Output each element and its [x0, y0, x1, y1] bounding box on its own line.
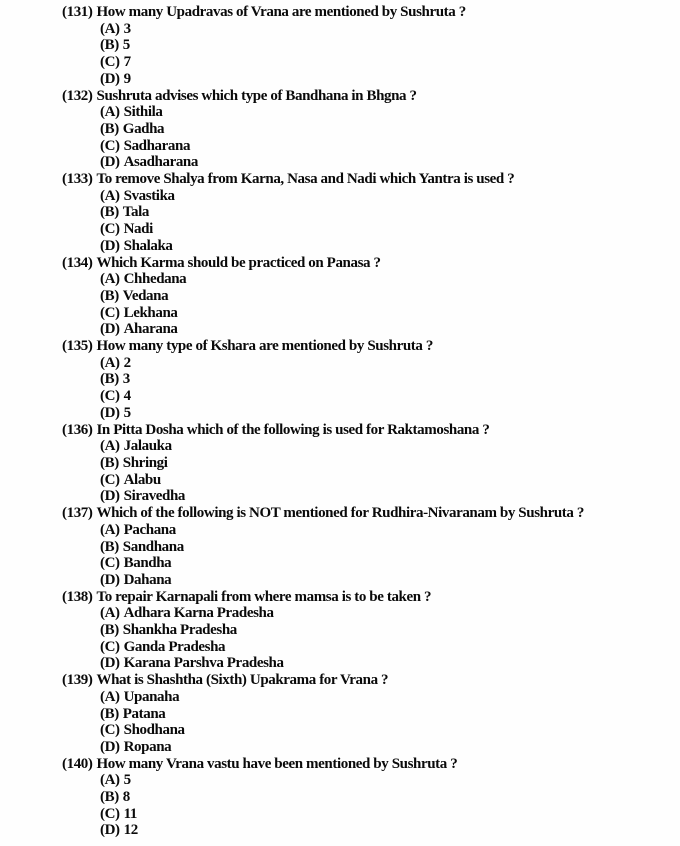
option-label: (B) — [100, 37, 119, 54]
option-label: (B) — [100, 622, 119, 639]
option-text: 5 — [122, 37, 130, 54]
option-item — [0, 739, 680, 756]
option-text: 2 — [123, 354, 131, 371]
option-label: (B) — [100, 287, 119, 304]
option-item — [0, 355, 680, 372]
question-number: (138) — [62, 588, 93, 605]
question-number: (135) — [62, 338, 93, 355]
option-text: Dahana — [123, 571, 172, 588]
option-list — [0, 188, 680, 255]
option-list — [0, 21, 680, 88]
option-text: Shalaka — [123, 237, 173, 254]
option-item — [0, 572, 680, 589]
option-label: (A) — [100, 271, 120, 288]
option-label: (D) — [100, 404, 120, 421]
option-label: (B) — [100, 204, 119, 221]
option-text: Shodhana — [123, 722, 185, 739]
option-label: (B) — [100, 705, 119, 722]
option-item — [0, 622, 680, 639]
option-text: 4 — [123, 388, 131, 405]
option-label: (B) — [100, 120, 119, 137]
option-label: (D) — [100, 488, 120, 505]
question-item — [0, 505, 680, 589]
option-text: Tala — [122, 204, 149, 221]
option-list — [0, 271, 680, 338]
question-item — [0, 756, 680, 840]
question-text: Which of the following is NOT mentioned for Rudhira-Nivaranam by Sushruta ? — [96, 505, 584, 522]
option-label: (C) — [100, 54, 120, 71]
option-label: (D) — [100, 655, 120, 672]
option-label: (D) — [100, 822, 120, 839]
option-label: (B) — [100, 454, 119, 471]
question-number: (139) — [62, 672, 93, 689]
option-item — [0, 689, 680, 706]
question-number: (137) — [62, 505, 93, 522]
option-text: 3 — [122, 371, 130, 388]
option-text: Shankha Pradesha — [122, 622, 237, 639]
option-label: (B) — [100, 789, 119, 806]
question-item — [0, 255, 680, 339]
option-label: (A) — [100, 104, 120, 121]
option-text: Nadi — [123, 221, 153, 238]
question-text: Sushruta advises which type of Bandhana in Bhgna ? — [96, 87, 417, 104]
option-text: Patana — [122, 705, 166, 722]
question-item — [0, 589, 680, 673]
option-text: Ganda Pradesha — [123, 638, 226, 655]
option-text: Svastika — [123, 187, 175, 204]
option-item — [0, 706, 680, 723]
option-item — [0, 104, 680, 121]
option-label: (D) — [100, 571, 120, 588]
option-list — [0, 355, 680, 422]
option-label: (C) — [100, 638, 120, 655]
option-label: (B) — [100, 371, 119, 388]
option-label: (C) — [100, 471, 120, 488]
option-item — [0, 321, 680, 338]
option-item — [0, 371, 680, 388]
option-text: Ropana — [123, 738, 172, 755]
option-label: (A) — [100, 438, 120, 455]
option-item — [0, 555, 680, 572]
question-list — [0, 4, 680, 839]
option-label: (D) — [100, 154, 120, 171]
option-item — [0, 71, 680, 88]
option-label: (A) — [100, 20, 120, 37]
option-text: 5 — [123, 772, 131, 789]
option-list — [0, 522, 680, 589]
question-text: To repair Karnapali from where mamsa is to be taken ? — [96, 588, 432, 605]
option-item — [0, 138, 680, 155]
option-text: 9 — [123, 70, 131, 87]
question-line — [0, 589, 680, 606]
option-label: (A) — [100, 688, 120, 705]
option-text: Pachana — [123, 521, 176, 538]
option-text: Karana Parshva Pradesha — [123, 655, 284, 672]
option-item — [0, 204, 680, 221]
question-line — [0, 88, 680, 105]
option-list — [0, 605, 680, 672]
question-line — [0, 171, 680, 188]
option-text: Vedana — [122, 287, 169, 304]
option-item — [0, 271, 680, 288]
option-text: Adhara Karna Pradesha — [123, 605, 274, 622]
option-label: (C) — [100, 805, 120, 822]
question-line — [0, 255, 680, 272]
option-text: Jalauka — [123, 438, 172, 455]
option-text: Lekhana — [123, 304, 178, 321]
question-line — [0, 756, 680, 773]
option-text: Bandha — [123, 555, 172, 572]
option-label: (C) — [100, 722, 120, 739]
option-text: Upanaha — [123, 688, 180, 705]
option-item — [0, 288, 680, 305]
option-text: Siravedha — [123, 488, 186, 505]
question-number: (131) — [62, 4, 93, 20]
option-item — [0, 405, 680, 422]
question-text: To remove Shalya from Karna, Nasa and Nadi which Yantra is used ? — [96, 171, 515, 188]
question-text: How many Upadravas of Vrana are mentioned by Sushruta ? — [96, 4, 466, 20]
option-item — [0, 655, 680, 672]
option-label: (A) — [100, 354, 120, 371]
option-item — [0, 789, 680, 806]
question-line — [0, 4, 680, 21]
option-label: (B) — [100, 538, 119, 555]
question-number: (136) — [62, 421, 93, 438]
option-text: 5 — [123, 404, 131, 421]
option-item — [0, 238, 680, 255]
option-list — [0, 772, 680, 839]
option-item — [0, 37, 680, 54]
option-text: Shringi — [122, 454, 168, 471]
option-item — [0, 221, 680, 238]
question-line — [0, 422, 680, 439]
question-number: (140) — [62, 755, 93, 772]
option-text: 7 — [123, 54, 131, 71]
option-item — [0, 722, 680, 739]
option-text: Chhedana — [123, 271, 187, 288]
option-label: (A) — [100, 772, 120, 789]
option-item — [0, 605, 680, 622]
question-line — [0, 338, 680, 355]
option-item — [0, 188, 680, 205]
option-item — [0, 388, 680, 405]
option-label: (C) — [100, 304, 120, 321]
question-number: (132) — [62, 87, 93, 104]
question-text: In Pitta Dosha which of the following is used for Raktamoshana ? — [96, 421, 490, 438]
question-text: How many Vrana vastu have been mentioned by Sushruta ? — [96, 755, 458, 772]
question-item — [0, 88, 680, 172]
option-list — [0, 689, 680, 756]
question-line — [0, 505, 680, 522]
question-item — [0, 4, 680, 88]
option-item — [0, 539, 680, 556]
option-item — [0, 455, 680, 472]
option-item — [0, 121, 680, 138]
question-number: (133) — [62, 171, 93, 188]
question-text: Which Karma should be practiced on Panasa ? — [96, 254, 381, 271]
option-label: (A) — [100, 521, 120, 538]
question-number: (134) — [62, 254, 93, 271]
option-text: Gadha — [122, 120, 165, 137]
option-text: Alabu — [123, 471, 161, 488]
option-label: (A) — [100, 187, 120, 204]
question-item — [0, 672, 680, 756]
option-label: (D) — [100, 70, 120, 87]
option-text: Aharana — [123, 321, 178, 338]
option-item — [0, 54, 680, 71]
option-item — [0, 305, 680, 322]
option-text: 12 — [123, 822, 138, 839]
option-item — [0, 806, 680, 823]
option-item — [0, 488, 680, 505]
option-text: Sithila — [123, 104, 163, 121]
question-item — [0, 338, 680, 422]
option-label: (C) — [100, 388, 120, 405]
option-item — [0, 822, 680, 839]
question-item — [0, 422, 680, 506]
option-item — [0, 438, 680, 455]
option-list — [0, 438, 680, 505]
option-label: (A) — [100, 605, 120, 622]
option-item — [0, 772, 680, 789]
option-text: 11 — [123, 805, 137, 822]
option-label: (C) — [100, 137, 120, 154]
option-text: Sandhana — [122, 538, 184, 555]
question-item — [0, 171, 680, 255]
option-text: Asadharana — [123, 154, 198, 171]
option-list — [0, 104, 680, 171]
question-line — [0, 672, 680, 689]
option-item — [0, 522, 680, 539]
option-label: (C) — [100, 221, 120, 238]
option-item — [0, 154, 680, 171]
option-item — [0, 21, 680, 38]
option-text: Sadharana — [123, 137, 191, 154]
option-item — [0, 639, 680, 656]
option-text: 3 — [123, 20, 131, 37]
question-text: How many type of Kshara are mentioned by Sushruta ? — [96, 338, 433, 355]
question-text: What is Shashtha (Sixth) Upakrama for Vrana ? — [96, 672, 389, 689]
option-label: (D) — [100, 321, 120, 338]
option-item — [0, 472, 680, 489]
option-label: (D) — [100, 237, 120, 254]
option-label: (D) — [100, 738, 120, 755]
option-label: (C) — [100, 555, 120, 572]
option-text: 8 — [122, 789, 130, 806]
